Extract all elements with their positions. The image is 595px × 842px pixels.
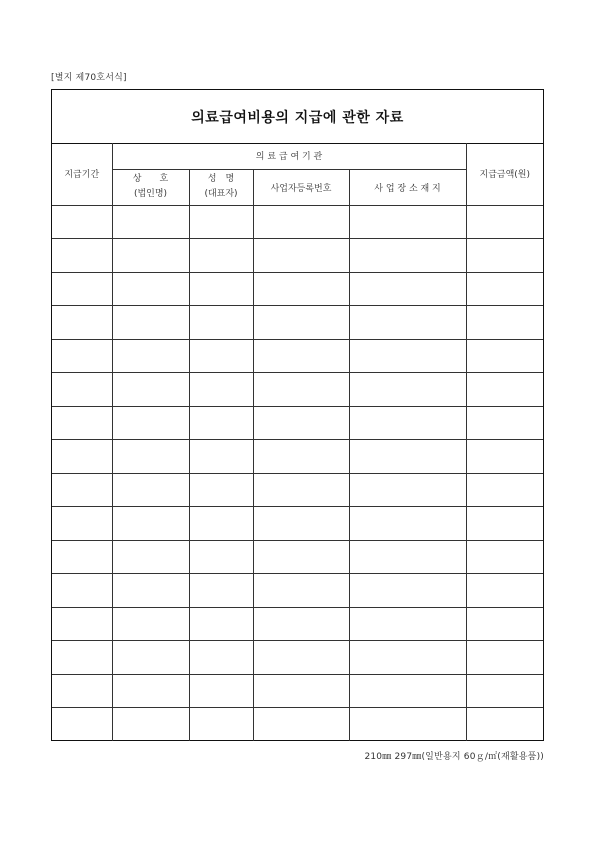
business-location-cell[interactable] [349, 406, 466, 440]
representative-cell[interactable] [189, 674, 253, 708]
representative-cell[interactable] [189, 708, 253, 741]
business-reg-no-cell[interactable] [253, 205, 349, 239]
representative-cell[interactable] [189, 205, 253, 239]
period-cell[interactable] [52, 306, 112, 340]
amount-cell[interactable] [466, 540, 543, 574]
header-trade-name-sub: (법인명) [133, 189, 168, 199]
representative-cell[interactable] [189, 574, 253, 608]
amount-cell[interactable] [466, 473, 543, 507]
amount-cell[interactable] [466, 708, 543, 741]
trade-name-cell[interactable] [112, 205, 189, 239]
trade-name-cell[interactable] [112, 540, 189, 574]
business-reg-no-cell[interactable] [253, 440, 349, 474]
table-row [52, 205, 543, 239]
business-reg-no-cell[interactable] [253, 239, 349, 273]
period-cell[interactable] [52, 473, 112, 507]
amount-cell[interactable] [466, 272, 543, 306]
trade-name-cell[interactable] [112, 473, 189, 507]
trade-name-cell[interactable] [112, 607, 189, 641]
period-cell[interactable] [52, 607, 112, 641]
period-cell[interactable] [52, 708, 112, 741]
amount-cell[interactable] [466, 339, 543, 373]
business-reg-no-cell[interactable] [253, 272, 349, 306]
business-reg-no-cell[interactable] [253, 373, 349, 407]
business-location-cell[interactable] [349, 473, 466, 507]
period-cell[interactable] [52, 373, 112, 407]
representative-cell[interactable] [189, 339, 253, 373]
amount-cell[interactable] [466, 440, 543, 474]
table-row [52, 440, 543, 474]
trade-name-cell[interactable] [112, 272, 189, 306]
table-row [52, 607, 543, 641]
representative-cell[interactable] [189, 540, 253, 574]
period-cell[interactable] [52, 674, 112, 708]
business-reg-no-cell[interactable] [253, 507, 349, 541]
business-location-cell[interactable] [349, 373, 466, 407]
period-cell[interactable] [52, 205, 112, 239]
table-row [52, 574, 543, 608]
table-row [52, 708, 543, 741]
table-row [52, 406, 543, 440]
representative-cell[interactable] [189, 473, 253, 507]
business-location-cell[interactable] [349, 674, 466, 708]
representative-cell[interactable] [189, 239, 253, 273]
trade-name-cell[interactable] [112, 373, 189, 407]
business-location-cell[interactable] [349, 205, 466, 239]
business-location-cell[interactable] [349, 641, 466, 675]
payment-table [52, 143, 543, 741]
table-row [52, 272, 543, 306]
trade-name-cell[interactable] [112, 239, 189, 273]
table-row [52, 473, 543, 507]
amount-cell[interactable] [466, 373, 543, 407]
amount-cell[interactable] [466, 507, 543, 541]
business-location-cell[interactable] [349, 708, 466, 741]
business-reg-no-cell[interactable] [253, 641, 349, 675]
trade-name-cell[interactable] [112, 507, 189, 541]
period-cell[interactable] [52, 440, 112, 474]
amount-cell[interactable] [466, 574, 543, 608]
amount-cell[interactable] [466, 607, 543, 641]
period-cell[interactable] [52, 641, 112, 675]
period-cell[interactable] [52, 339, 112, 373]
representative-cell[interactable] [189, 373, 253, 407]
business-location-cell[interactable] [349, 607, 466, 641]
representative-cell[interactable] [189, 641, 253, 675]
title-box [52, 90, 543, 144]
business-reg-no-cell[interactable] [253, 339, 349, 373]
representative-cell[interactable] [189, 440, 253, 474]
table-row [52, 507, 543, 541]
business-reg-no-cell[interactable] [253, 540, 349, 574]
form-number-label: [별지 제70호서식] [51, 73, 127, 83]
header-business-location: 사 업 장 소 재 지 [349, 169, 466, 205]
period-cell[interactable] [52, 507, 112, 541]
period-cell[interactable] [52, 239, 112, 273]
trade-name-cell[interactable] [112, 574, 189, 608]
header-representative [189, 169, 253, 205]
representative-cell[interactable] [189, 272, 253, 306]
table-row [52, 540, 543, 574]
amount-cell[interactable] [466, 641, 543, 675]
amount-cell[interactable] [466, 205, 543, 239]
period-cell[interactable] [52, 406, 112, 440]
business-location-cell[interactable] [349, 339, 466, 373]
trade-name-cell[interactable] [112, 708, 189, 741]
business-reg-no-cell[interactable] [253, 306, 349, 340]
header-trade-name [112, 169, 189, 205]
amount-cell[interactable] [466, 674, 543, 708]
representative-cell[interactable] [189, 406, 253, 440]
representative-cell[interactable] [189, 507, 253, 541]
form-frame [51, 89, 544, 741]
header-name-main: 성 명 [207, 174, 235, 184]
table-row [52, 373, 543, 407]
table-row [52, 239, 543, 273]
paper-spec-footer: 210㎜ 297㎜(일반용지 60ｇ/㎡(재활용품)) [364, 752, 544, 762]
representative-cell[interactable] [189, 306, 253, 340]
trade-name-cell[interactable] [112, 306, 189, 340]
amount-cell[interactable] [466, 306, 543, 340]
header-institution-group: 의 료 급 여 기 관 [112, 143, 466, 169]
page-title: 의료급여비용의 지급에 관한 자료 [191, 109, 404, 126]
business-reg-no-cell[interactable] [253, 406, 349, 440]
trade-name-cell[interactable] [112, 440, 189, 474]
representative-cell[interactable] [189, 607, 253, 641]
business-location-cell[interactable] [349, 239, 466, 273]
business-location-cell[interactable] [349, 507, 466, 541]
trade-name-cell[interactable] [112, 339, 189, 373]
business-location-cell[interactable] [349, 272, 466, 306]
trade-name-cell[interactable] [112, 641, 189, 675]
amount-cell[interactable] [466, 239, 543, 273]
trade-name-cell[interactable] [112, 406, 189, 440]
trade-name-cell[interactable] [112, 674, 189, 708]
business-reg-no-cell[interactable] [253, 708, 349, 741]
business-location-cell[interactable] [349, 306, 466, 340]
business-location-cell[interactable] [349, 540, 466, 574]
header-trade-name-main: 상 호 [132, 174, 169, 184]
amount-cell[interactable] [466, 406, 543, 440]
table-row [52, 641, 543, 675]
table-row [52, 339, 543, 373]
header-name-sub: (대표자) [204, 189, 238, 199]
table-row [52, 306, 543, 340]
period-cell[interactable] [52, 540, 112, 574]
header-period: 지급기간 [52, 143, 112, 205]
business-reg-no-cell[interactable] [253, 473, 349, 507]
header-business-reg-no: 사업자등록번호 [253, 169, 349, 205]
business-reg-no-cell[interactable] [253, 674, 349, 708]
period-cell[interactable] [52, 574, 112, 608]
header-amount: 지급금액(원) [466, 143, 543, 205]
table-row [52, 674, 543, 708]
business-location-cell[interactable] [349, 574, 466, 608]
period-cell[interactable] [52, 272, 112, 306]
business-location-cell[interactable] [349, 440, 466, 474]
business-reg-no-cell[interactable] [253, 574, 349, 608]
business-reg-no-cell[interactable] [253, 607, 349, 641]
